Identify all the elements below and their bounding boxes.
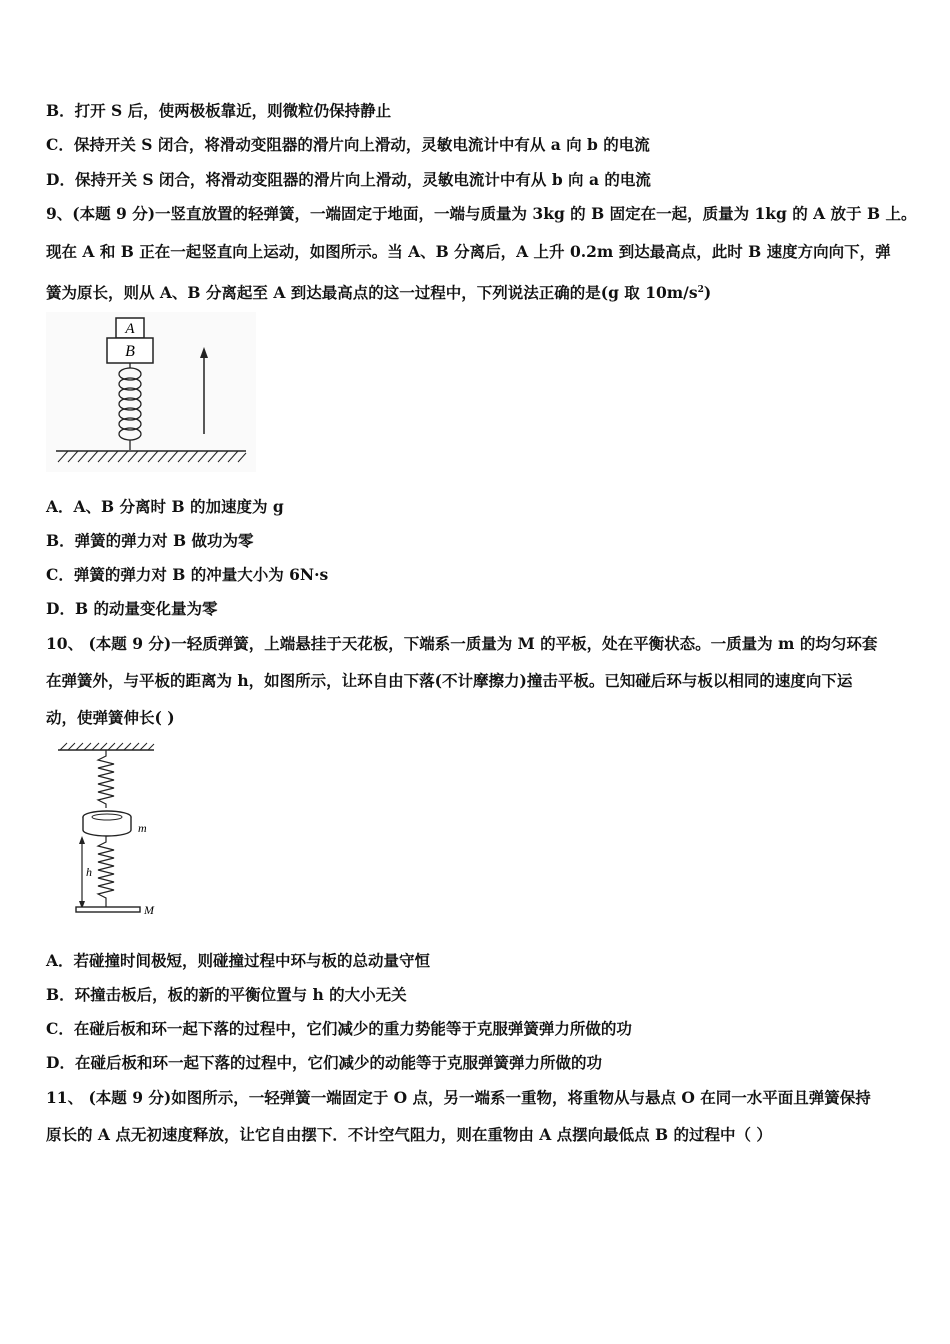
plate: [76, 907, 140, 912]
q10-stem-line2: 在弹簧外，与平板的距离为 h，如图所示，让环自由下落(不计摩擦力)撞击平板。已知碰后环与板以相同的速度向下运: [46, 671, 853, 690]
q11-stem-line2: 原长的 A 点无初速度释放，让它自由摆下．不计空气阻力，则在重物由 A 点摆向最低点 B 的过程中（ ）: [46, 1125, 772, 1144]
q10-option-d: D．在碰后板和环一起下落的过程中，它们减少的动能等于克服弹簧弹力所做的功: [46, 1053, 602, 1072]
q11-stem-line1: 11、 (本题 9 分)如图所示，一轻弹簧一端固定于 O 点，另一端系一重物，将重物从与悬点 O 在同一水平面且弹簧保持: [46, 1088, 871, 1107]
height-arrow-top: [79, 836, 85, 844]
q9-stem-line3: 簧为原长，则从 A、B 分离起至 A 到达最高点的这一过程中，下列说法正确的是(g 取 $10m/s^2$): [46, 283, 712, 303]
q9-stem-line2: 现在 A 和 B 正在一起竖直向上运动，如图所示。当 A、B 分离后，A 上升 0.2m 到达最高点，此时 B 速度方向向下，弹: [46, 242, 891, 261]
q8-option-b: B．打开 S 后，使两极板靠近，则微粒仍保持静止: [46, 101, 392, 120]
q10-stem-line1: 10、 (本题 9 分)一轻质弹簧，上端悬挂于天花板，下端系一质量为 M 的平板，处在平衡状态。一质量为 m 的均匀环套: [46, 634, 878, 653]
q8-option-d: D．保持开关 S 闭合，将滑动变阻器的滑片向上滑动，灵敏电流计中有从 b 向 a 的电流: [46, 170, 651, 189]
plate-label-m: M: [144, 903, 154, 917]
q8-option-c: C．保持开关 S 闭合，将滑动变阻器的滑片向上滑动，灵敏电流计中有从 a 向 b 的电流: [46, 135, 650, 154]
q9-option-d: D．B 的动量变化量为零: [46, 599, 218, 618]
ceiling-hatch: [60, 743, 154, 750]
height-label-h: h: [86, 865, 92, 879]
block-a-label: A: [125, 321, 135, 337]
upper-spring: [98, 750, 114, 808]
q9-option-b: B．弹簧的弹力对 B 做功为零: [46, 531, 254, 550]
block-b-label: B: [125, 343, 135, 360]
q10-figure-ring-spring: [46, 740, 176, 920]
q10-option-a: A．若碰撞时间极短，则碰撞过程中环与板的总动量守恒: [46, 951, 431, 970]
ring-label-m: m: [138, 821, 147, 835]
q10-stem-line3: 动，使弹簧伸长( ): [46, 708, 175, 727]
q9-option-a: A．A、B 分离时 B 的加速度为 g: [46, 497, 284, 516]
lower-spring: [98, 836, 114, 908]
q10-option-c: C．在碰后板和环一起下落的过程中，它们减少的重力势能等于克服弹簧弹力所做的功: [46, 1019, 632, 1038]
q9-figure-spring-blocks: [46, 312, 256, 472]
q10-option-b: B．环撞击板后，板的新的平衡位置与 h 的大小无关: [46, 985, 407, 1004]
ring-hole: [92, 814, 122, 820]
q9-stem-line1: 9、(本题 9 分)一竖直放置的轻弹簧，一端固定于地面，一端与质量为 3kg 的 B 固定在一起，质量为 1kg 的 A 放于 B 上。: [46, 204, 917, 223]
q9-option-c: C．弹簧的弹力对 B 的冲量大小为 6N·s: [46, 565, 329, 584]
